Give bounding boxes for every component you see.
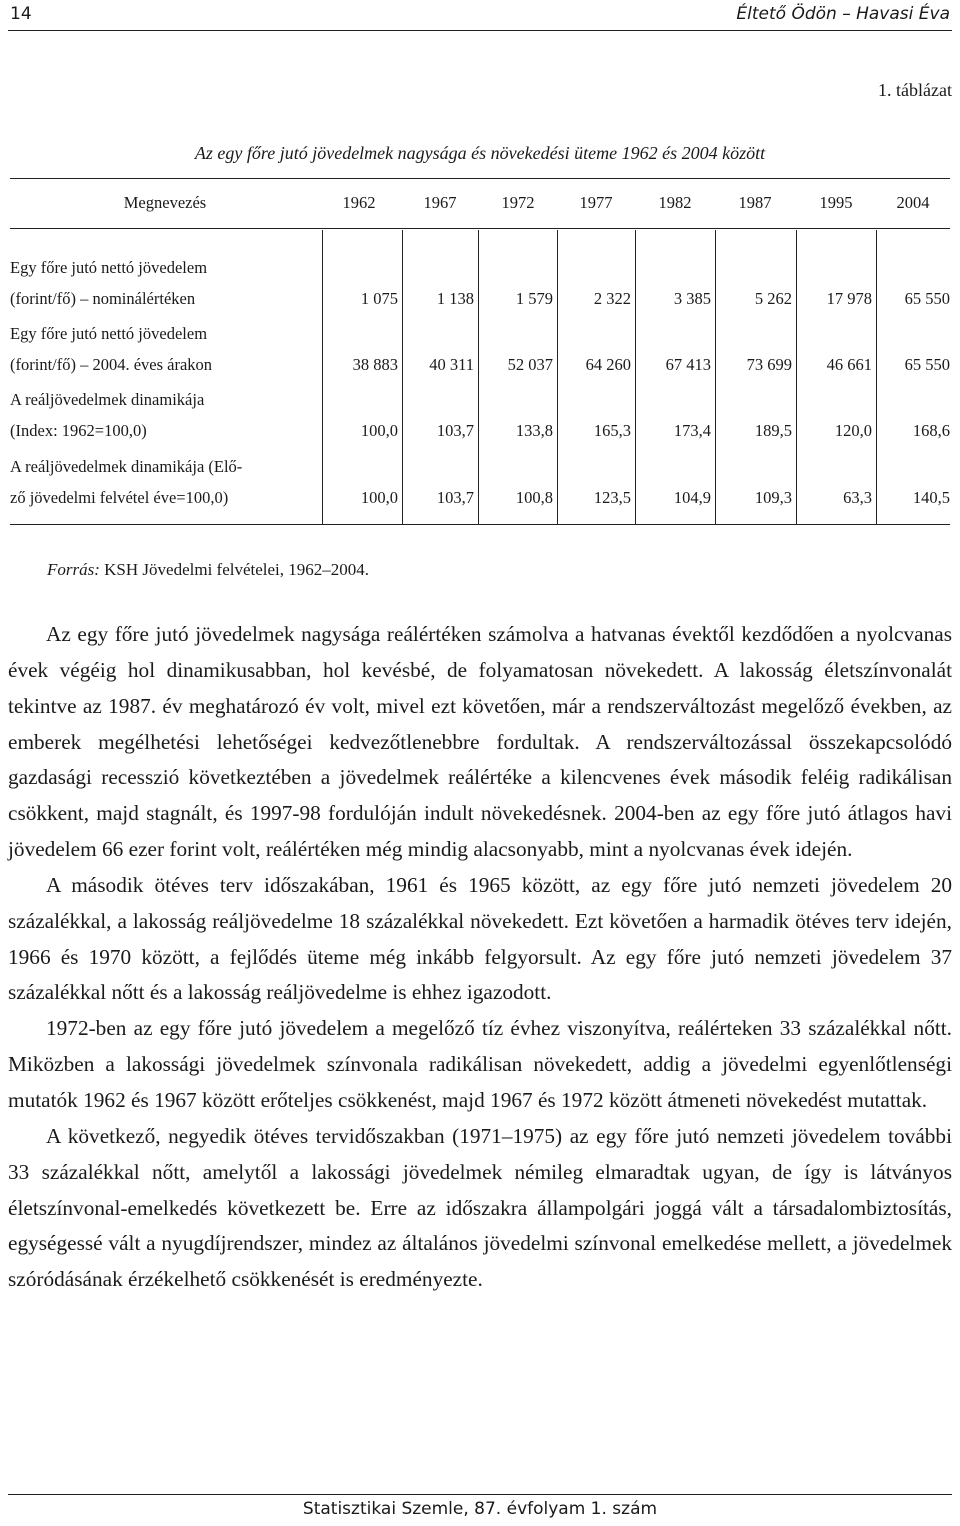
table-cell: 168,6 [912,421,950,440]
table-cell: 5 262 [754,289,792,308]
table-title: Az egy főre jutó jövedelmek nagysága és növekedési üteme 1962 és 2004 között [194,143,766,163]
column-header: 1962 [342,193,376,212]
table-cell: 64 260 [585,355,631,374]
table-cell: 17 978 [826,289,872,308]
table-header-rule [10,228,950,229]
row-label: A reáljövedelmek dinamikája (Elő- [10,457,243,476]
article-body [8,617,952,1298]
table-cell: 120,0 [834,421,872,440]
column-header: 2004 [896,193,930,212]
table-cell: 65 550 [904,355,950,374]
source-label: Forrás: [47,560,100,579]
table-cell: 1 579 [515,289,553,308]
column-header: 1995 [819,193,853,212]
table-number: 1. táblázat [878,80,952,100]
paragraph: A következő, negyedik ötéves tervidőszakban (1971–1975) az egy főre jutó nemzeti jövedelem további 33 százalékkal nőtt, amelytől a lakossági jövedelmek némileg elmaradtak ugyan, de így is látványos életszínvonal-emelkedés következett be. Erre az időszakra állampolgári joggá vált a társadalombiztosítás, egységessé vált a nyugdíjrendszer, mindez az általános jövedelmi színvonal emelkedése mellett, a jövedelmek szóródásának érzékelhető csökkenését is eredményezte. [8,1123,952,1292]
row-label: A reáljövedelmek dinamikája [10,390,205,409]
table-cell: 140,5 [912,488,950,507]
table-cell: 165,3 [593,421,631,440]
source-text: KSH Jövedelmi felvételei, 1962–2004. [104,560,370,579]
table-top-rule [10,178,950,179]
column-header: 1972 [501,193,535,212]
running-header [8,0,952,31]
table-cell: 2 322 [593,289,631,308]
table-cell: 52 037 [507,355,553,374]
table-cell: 46 661 [826,355,872,374]
journal-footer: Statisztikai Szemle, 87. évfolyam 1. szám [302,1499,658,1519]
table-cell: 67 413 [665,355,711,374]
table-cell: 103,7 [436,488,474,507]
table-cell: 104,9 [673,488,711,507]
table-bottom-rule [10,524,950,525]
table-cell: 100,0 [360,488,398,507]
table-cell: 73 699 [746,355,792,374]
table-cell: 189,5 [754,421,792,440]
paragraph: 1972-ben az egy főre jutó jövedelem a megelőző tíz évhez viszonyítva, reálérteken 33 százalékkal nőtt. Miközben a lakossági jövedelmek színvonala radikálisan növekedett, addig a jövedelmi egyenlőtlenségi mutatók 1962 és 1967 között erőteljes csökkenést, majd 1967 és 1972 között átmeneti növekedést mutattak. [8,1016,952,1112]
table-cell: 63,3 [843,488,872,507]
row-label: (forint/fő) – nominálértéken [10,289,196,308]
row-label: ző jövedelmi felvétel éve=100,0) [10,488,229,507]
table-cell: 100,0 [360,421,398,440]
table-cell: 40 311 [429,355,474,374]
column-header: 1967 [423,193,457,212]
row-label: (Index: 1962=100,0) [10,421,147,440]
table-column-divider [557,230,558,524]
table-column-divider [402,230,403,524]
table-cell: 103,7 [436,421,474,440]
column-header: 1977 [579,193,613,212]
table-cell: 65 550 [904,289,950,308]
row-label: (forint/fő) – 2004. éves árakon [10,355,213,374]
column-header: 1982 [658,193,692,212]
table-column-divider [876,230,877,524]
footer-rule [8,1494,952,1495]
table-cell: 123,5 [593,488,631,507]
table-cell: 173,4 [673,421,711,440]
table-cell: 109,3 [754,488,792,507]
table-cell: 133,8 [515,421,553,440]
row-label: Egy főre jutó nettó jövedelem [10,258,208,277]
table-cell: 100,8 [515,488,553,507]
table-cell: 38 883 [352,355,398,374]
paragraph: A második ötéves terv időszakában, 1961 és 1965 között, az egy főre jutó nemzeti jövedelem 20 százalékkal, a lakosság reáljövedelme 18 százalékkal növekedett. Ezt követően a harmadik ötéves terv idején, 1966 és 1970 között, a fejlődés üteme még inkább felgyorsult. Az egy főre jutó nemzeti jövedelem 37 százalékkal nőtt és a lakosság reáljövedelme is ehhez igazodott. [8,872,952,1005]
table-cell: 1 138 [436,289,474,308]
page-number: 14 [10,4,32,24]
running-authors: Éltető Ödön – Havasi Éva [736,4,950,24]
table-column-divider [796,230,797,524]
column-header: Megnevezés [123,193,207,212]
table-cell: 1 075 [360,289,398,308]
table-cell: 3 385 [673,289,711,308]
row-label: Egy főre jutó nettó jövedelem [10,324,208,343]
table-source [47,560,369,580]
table-column-divider [715,230,716,524]
paragraph: Az egy főre jutó jövedelmek nagysága reálértéken számolva a hatvanas évektől kezdődően a nyolcvanas évek végéig hol dinamikusabban, hol kevésbé, de folyamatosan növekedett. A lakosság életszínvonalát tekintve az 1987. év meghatározó év volt, mivel ezt követően, már a rendszerváltozást megelőző években, az emberek megélhetési lehetőségei kedvezőtlenebbre fordultak. A rendszerváltozással összekapcsolódó gazdasági recesszió következtében a jövedelmek reálértéke a kilencvenes évek második feléig radikálisan csökkent, majd stagnált, és 1997-98 fordulóján indult növekedésnek. 2004-ben az egy főre jutó átlagos havi jövedelem 66 ezer forint volt, reálértéken még mindig alacsonyabb, mint a nyolcvanas évek idején. [8,622,952,862]
table-column-divider [322,230,323,524]
column-header: 1987 [738,193,772,212]
table-column-divider [635,230,636,524]
table-column-divider [478,230,479,524]
